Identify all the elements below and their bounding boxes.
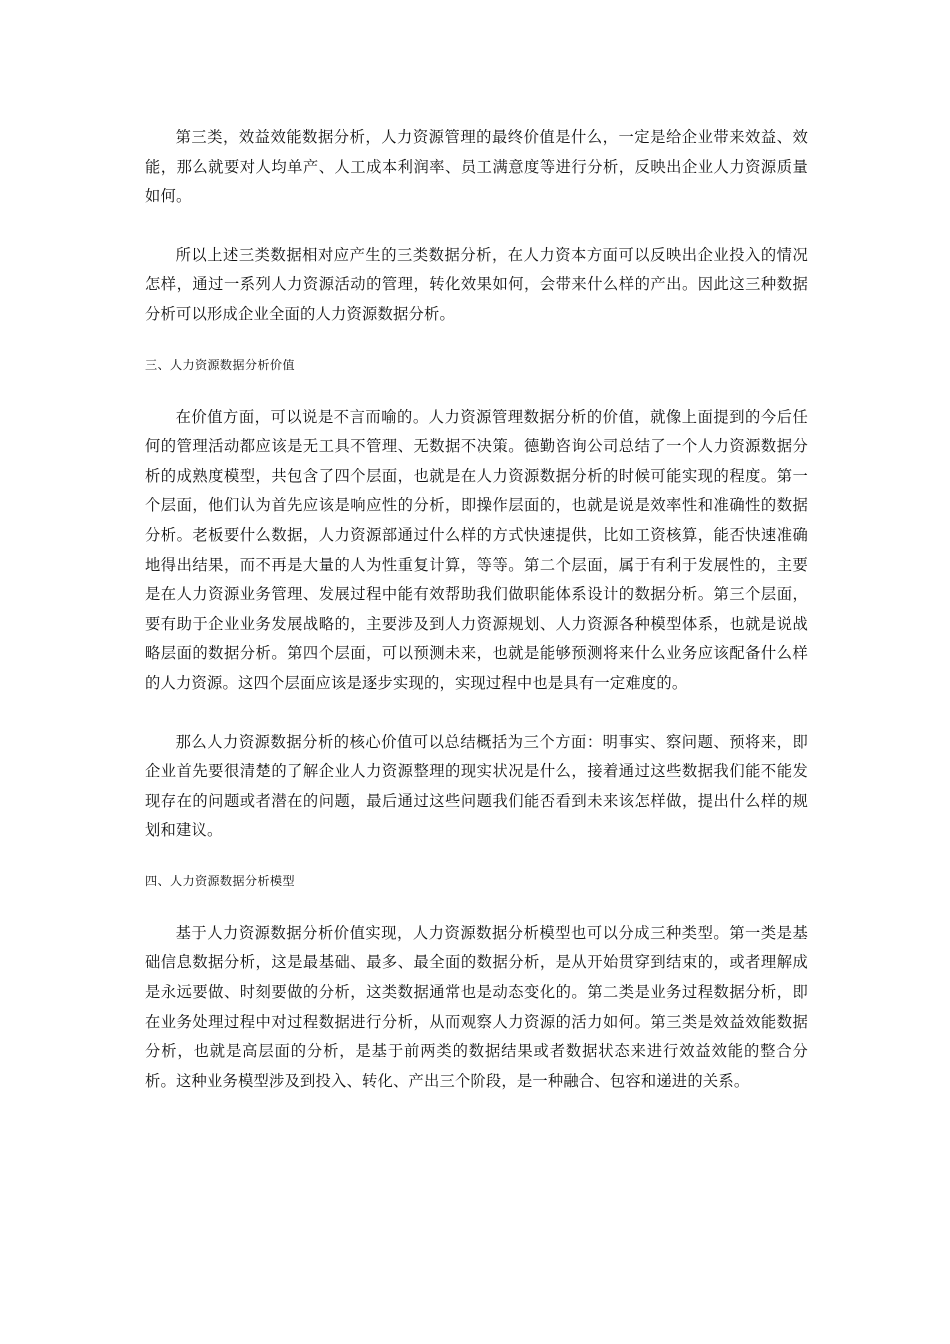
paragraph-analysis-model-types: 基于人力资源数据分析价值实现，人力资源数据分析模型也可以分成三种类型。第一类是基础信息数据分析，这是最基础、最多、最全面的数据分析，是从开始贯穿到结束的，或者理解成是永远要做、时刻要做的分析，这类数据通常也是动态变化的。第二类是业务过程数据分析，即在业务处理过程中对过程数据进行分析，从而观察人力资源的活力如何。第三类是效益效能数据分析，也就是高层面的分析，是基于前两类的数据结果或者数据状态来进行效益效能的整合分析。这种业务模型涉及到投入、转化、产出三个阶段，是一种融合、包容和递进的关系。 — [145, 923, 808, 1090]
document-body — [145, 123, 808, 1096]
section-heading-value: 三、人力资源数据分析价值 — [145, 357, 295, 372]
paragraph-value-maturity-model: 在价值方面，可以说是不言而喻的。人力资源管理数据分析的价值，就像上面提到的今后任何的管理活动都应该是无工具不管理、无数据不决策。德勤咨询公司总结了一个人力资源数据分析的成熟度模型，共包含了四个层面，也就是在人力资源数据分析的时候可能实现的程度。第一个层面，他们认为首先应该是响应性的分析，即操作层面的，也就是说是效率性和准确性的数据分析。老板要什么数据，人力资源部通过什么样的方式快速提供，比如工资核算，能否快速准确地得出结果，而不再是大量的人为性重复计算，等等。第二个层面，属于有利于发展性的，主要是在人力资源业务管理、发展过程中能有效帮助我们做职能体系设计的数据分析。第三个层面，要有助于企业业务发展战略的，主要涉及到人力资源规划、人力资源各种模型体系，也就是说战略层面的数据分析。第四个层面，可以预测未来，也就是能够预测将来什么业务应该配备什么样的人力资源。这四个层面应该是逐步实现的，实现过程中也是具有一定难度的。 — [145, 407, 808, 692]
paragraph-summary-three-analyses: 所以上述三类数据相对应产生的三类数据分析，在人力资本方面可以反映出企业投入的情况怎样，通过一系列人力资源活动的管理，转化效果如何，会带来什么样的产出。因此这三种数据分析可以形成企业全面的人力资源数据分析。 — [145, 245, 808, 323]
section-heading-model: 四、人力资源数据分析模型 — [145, 873, 295, 888]
paragraph-benefit-analysis: 第三类，效益效能数据分析，人力资源管理的最终价值是什么，一定是给企业带来效益、效能，那么就要对人均单产、人工成本利润率、员工满意度等进行分析，反映出企业人力资源质量如何。 — [145, 128, 808, 206]
paragraph-core-value: 那么人力资源数据分析的核心价值可以总结概括为三个方面：明事实、察问题、预将来，即企业首先要很清楚的了解企业人力资源整理的现实状况是什么，接着通过这些数据我们能不能发现存在的问题或者潜在的问题，最后通过这些问题我们能否看到未来该怎样做，提出什么样的规划和建议。 — [145, 732, 808, 840]
